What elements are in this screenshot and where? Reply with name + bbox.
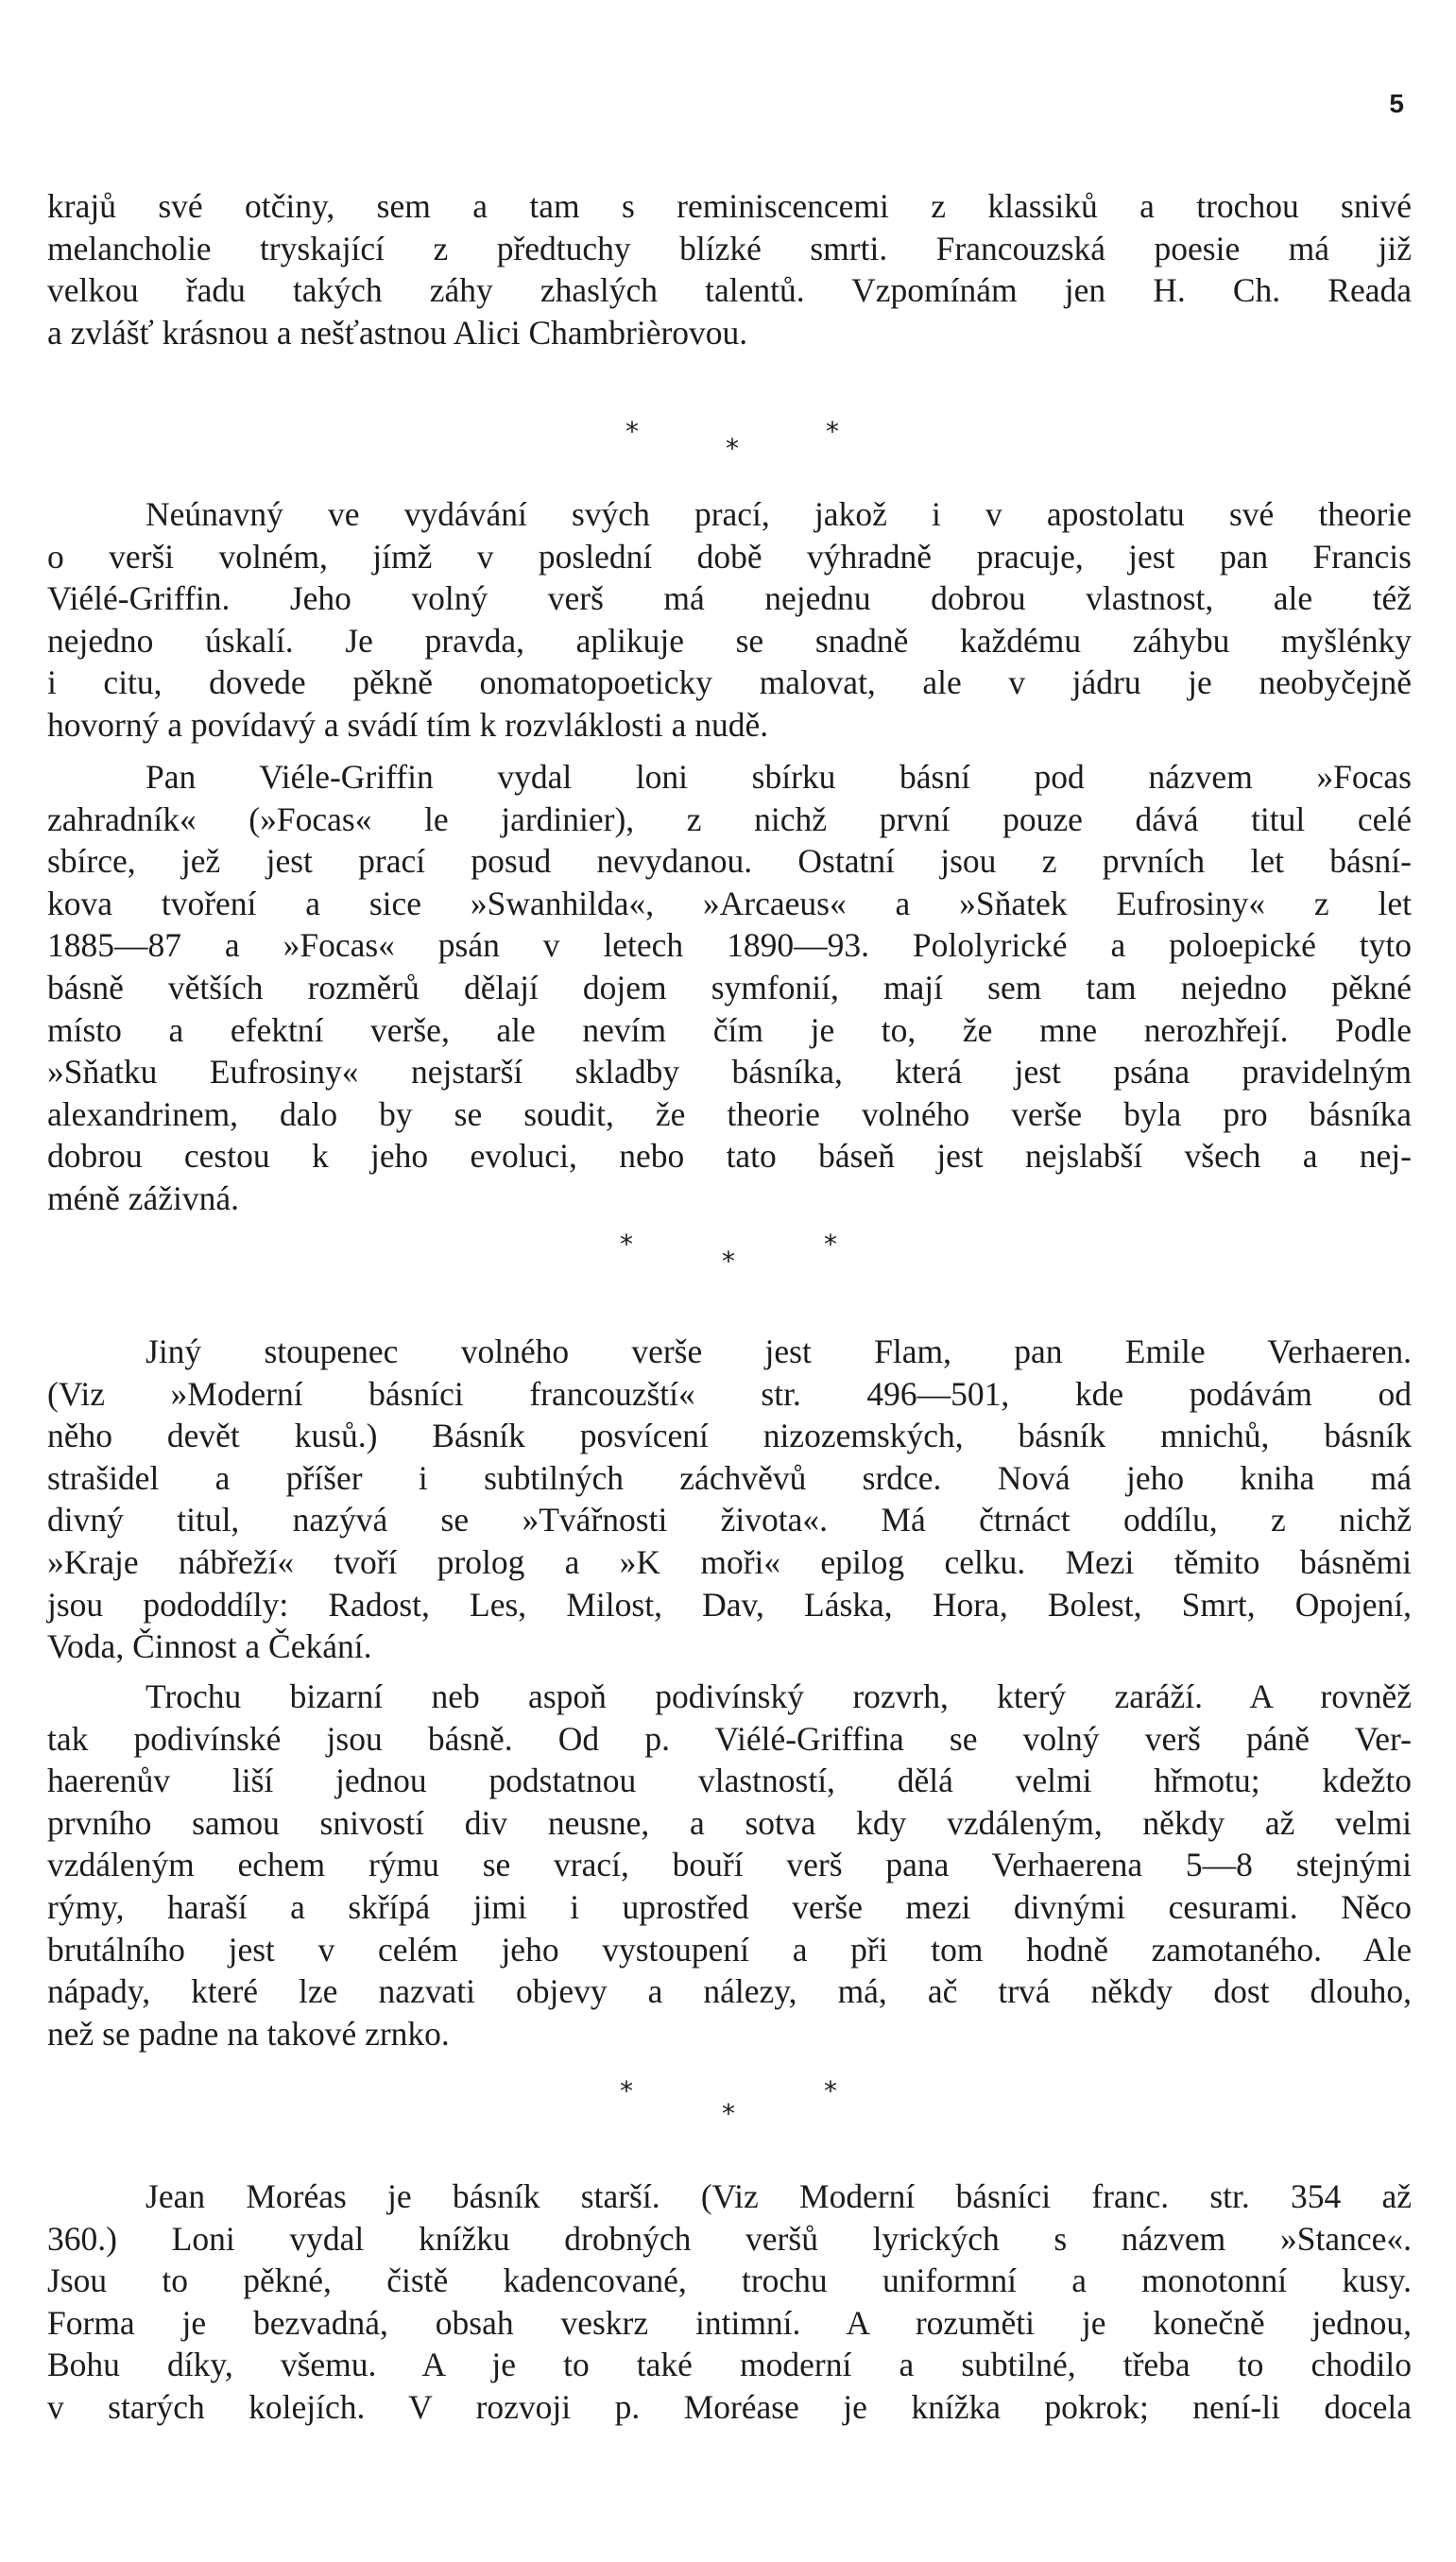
text-line: Viélé-Griffin. Jeho volný verš má nejednu dobrou vlastnost, ale též: [47, 579, 1412, 618]
separator-star: *: [722, 2098, 735, 2129]
separator-star: *: [620, 1229, 633, 1260]
text-line: Jsou to pěkné, čistě kadencované, trochu uniformní a monotonní kusy.: [47, 2261, 1412, 2300]
text-line: divný titul, nazývá se »Tvářnosti života«. Má čtrnáct oddílu, z nichž: [47, 1501, 1412, 1539]
text-line: o verši volném, jímž v poslední době výhradně pracuje, jest pan Francis: [47, 537, 1412, 576]
separator-star: *: [824, 2075, 837, 2106]
separator-star: *: [826, 416, 839, 447]
text-line: vzdáleným echem rýmu se vrací, bouří verš pana Verhaerena 5—8 stejnými: [47, 1846, 1412, 1884]
text-line: krajů své otčiny, sem a tam s reminiscencemi z klassiků a trochou snivé: [47, 187, 1412, 225]
text-line: Jiný stoupenec volného verše jest Flam, pan Emile Verhaeren.: [146, 1333, 1412, 1370]
text-line: Pan Viéle-Griffin vydal loni sbírku básní pod názvem »Focas: [146, 758, 1412, 796]
text-line: místo a efektní verše, ale nevím čím je to, že mne nerozhřejí. Podle: [47, 1010, 1412, 1049]
page-number: 5: [1389, 89, 1404, 118]
text-line: prvního samou snivostí div neusne, a sotva kdy vzdáleným, někdy až velmi: [47, 1803, 1412, 1842]
text-line: 1885—87 a »Focas« psán v letech 1890—93. Pololyrické a poloepické tyto: [47, 926, 1412, 965]
text-line: »Kraje nábřeží« tvoří prolog a »K moři« epilog celku. Mezi těmito básněmi: [47, 1542, 1412, 1581]
text-line: méně záživná.: [47, 1178, 240, 1217]
section-separator: [47, 1229, 1412, 1295]
paragraph-5: [47, 1676, 1412, 2055]
text-line: a zvlášť krásnou a nešťastnou Alici Chambrièrovou.: [47, 313, 748, 352]
separator-star: *: [726, 433, 739, 464]
paragraph-6: [47, 2175, 1412, 2429]
text-line: melancholie tryskající z předtuchy blízké smrti. Francouzská poesie má již: [47, 229, 1412, 267]
text-line: tak podivínské jsou básně. Od p. Viélé-Griffina se volný verš páně Ver-: [47, 1719, 1412, 1758]
paragraph-4: [47, 1331, 1412, 1668]
text-line: Jean Moréas je básník starší. (Viz Moderní básníci franc. str. 354 až: [146, 2177, 1412, 2215]
separator-star: *: [722, 1246, 735, 1277]
separator-star: *: [625, 416, 639, 447]
separator-star: *: [620, 2075, 633, 2106]
text-line: básně větších rozměrů dělají dojem symfonií, mají sem tam nejedno pěkné: [47, 968, 1412, 1006]
text-line: sbírce, jež jest prací posud nevydanou. Ostatní jsou z prvních let básní-: [47, 842, 1412, 881]
text-line: dobrou cestou k jeho evoluci, nebo tato báseň jest nejslabší všech a nej-: [47, 1137, 1412, 1176]
text-line: něho devět kusů.) Básník posvícení nizozemských, básník mnichů, básník: [47, 1417, 1412, 1455]
text-line: zahradník« (»Focas« le jardinier), z nichž první pouze dává titul celé: [47, 800, 1412, 838]
text-line: než se padne na takové zrnko.: [47, 2014, 450, 2053]
text-line: kova tvoření a sice »Swanhilda«, »Arcaeus« a »Sňatek Eufrosiny« z let: [47, 884, 1412, 922]
text-line: 360.) Loni vydal knížku drobných veršů lyrických s názvem »Stance«.: [47, 2219, 1412, 2258]
text-line: (Viz »Moderní básníci francouzští« str. 496—501, kde podávám od: [47, 1374, 1412, 1413]
text-line: alexandrinem, dalo by se soudit, že theorie volného verše byla pro básníka: [47, 1094, 1412, 1133]
text-line: Trochu bizarní neb aspoň podivínský rozvrh, který zaráží. A rovněž: [146, 1677, 1412, 1715]
text-line: velkou řadu takých záhy zhaslých talentů. Vzpomínám jen H. Ch. Reada: [47, 271, 1412, 310]
text-line: haerenův liší jednou podstatnou vlastností, dělá velmi hřmotu; kdežto: [47, 1762, 1412, 1800]
section-separator: [47, 2075, 1412, 2141]
text-line: brutálního jest v celém jeho vystoupení a při tom hodně zamotaného. Ale: [47, 1930, 1412, 1969]
text-line: strašidel a příšer i subtilných záchvěvů srdce. Nová jeho kniha má: [47, 1458, 1412, 1497]
text-line: v starých kolejích. V rozvoji p. Moréase je knížka pokrok; není-li docela: [47, 2387, 1412, 2426]
text-line: i citu, dovede pěkně onomatopoeticky malovat, ale v jádru je neobyčejně: [47, 663, 1412, 702]
separator-star: *: [824, 1229, 837, 1260]
text-line: Bohu díky, všemu. A je to také moderní a subtilné, třeba to chodilo: [47, 2346, 1412, 2384]
text-line: Voda, Činnost a Čekání.: [47, 1627, 372, 1666]
paragraph-1: [47, 185, 1412, 353]
paragraph-3: [47, 756, 1412, 1220]
text-line: jsou pododdíly: Radost, Les, Milost, Dav, Láska, Hora, Bolest, Smrt, Opojení,: [47, 1585, 1412, 1624]
text-line: rýmy, haraší a skřípá jimi i uprostřed verše mezi divnými cesurami. Něco: [47, 1887, 1412, 1926]
text-line: nejedno úskalí. Je pravda, aplikuje se snadně každému záhybu myšlénky: [47, 621, 1412, 660]
text-line: Forma je bezvadná, obsah veskrz intimní. A rozuměti je konečně jednou,: [47, 2303, 1412, 2342]
paragraph-2: [47, 493, 1412, 747]
section-separator: [47, 416, 1412, 482]
text-line: »Sňatku Eufrosiny« nejstarší skladby básníka, která jest psána pravidelným: [47, 1053, 1412, 1092]
text-line: nápady, které lze nazvati objevy a nálezy, má, ač trvá někdy dost dlouho,: [47, 1972, 1412, 2011]
text-line: hovorný a povídavý a svádí tím k rozvláklosti a nudě.: [47, 705, 769, 744]
text-line: Neúnavný ve vydávání svých prací, jakož i v apostolatu své theorie: [146, 495, 1412, 533]
